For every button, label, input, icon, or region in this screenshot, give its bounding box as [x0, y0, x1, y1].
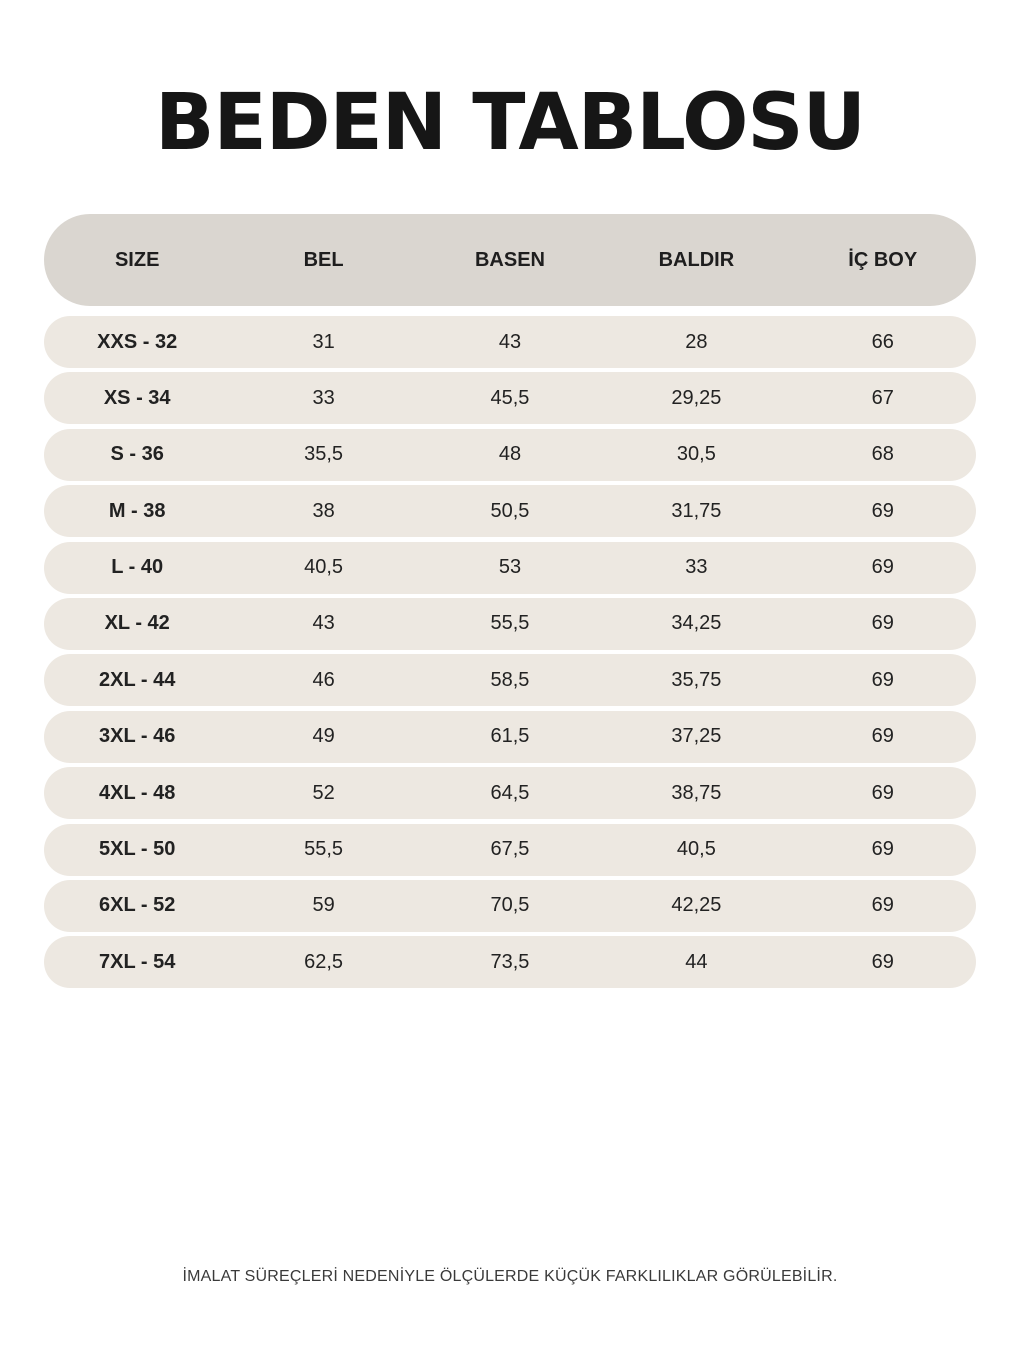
cell-ic-boy: 67 [871, 386, 894, 409]
cell-baldir: 31,75 [671, 499, 722, 522]
cell-ic-boy: 69 [871, 894, 894, 917]
cell-size: M - 38 [108, 499, 166, 522]
footnote: İMALAT SÜREÇLERİ NEDENİYLE ÖLÇÜLERDE KÜÇÜK FARKLILIKLAR GÖRÜLEBİLİR. [182, 1268, 838, 1285]
cell-bel: 40,5 [304, 556, 344, 579]
cell-size: XL - 42 [104, 612, 170, 635]
page-title: BEDEN TABLOSU [155, 78, 865, 168]
cell-size: S - 36 [110, 443, 164, 466]
table-row [44, 654, 976, 706]
cell-ic-boy: 69 [871, 499, 894, 522]
cell-ic-boy: 69 [871, 838, 894, 861]
cell-bel: 49 [312, 725, 335, 748]
cell-baldir: 42,25 [671, 894, 722, 917]
cell-baldir: 44 [685, 950, 708, 973]
table-body [44, 316, 976, 988]
size-table [44, 214, 976, 993]
column-header-baldir: BALDIR [658, 248, 735, 271]
cell-bel: 33 [312, 386, 335, 409]
cell-bel: 55,5 [304, 838, 344, 861]
cell-size: L - 40 [111, 556, 164, 579]
cell-baldir: 35,75 [671, 668, 722, 691]
cell-baldir: 37,25 [671, 725, 722, 748]
cell-bel: 31 [312, 330, 335, 353]
cell-baldir: 34,25 [671, 612, 722, 635]
table-header-row [44, 214, 976, 306]
cell-basen: 70,5 [490, 894, 530, 917]
table-row [44, 542, 976, 594]
cell-basen: 45,5 [490, 386, 530, 409]
cell-size: XXS - 32 [97, 330, 178, 353]
cell-basen: 58,5 [490, 668, 530, 691]
cell-bel: 38 [312, 499, 335, 522]
table-row [44, 598, 976, 650]
cell-basen: 73,5 [490, 950, 530, 973]
cell-basen: 43 [498, 330, 522, 353]
column-header-basen: BASEN [474, 248, 545, 271]
cell-ic-boy: 69 [871, 556, 894, 579]
column-header-size: SIZE [114, 248, 160, 271]
cell-ic-boy: 68 [871, 443, 894, 466]
cell-basen: 61,5 [490, 725, 530, 748]
cell-ic-boy: 69 [871, 725, 894, 748]
cell-basen: 48 [498, 443, 522, 466]
cell-baldir: 40,5 [676, 838, 716, 861]
cell-bel: 52 [312, 781, 335, 804]
cell-basen: 55,5 [490, 612, 530, 635]
cell-bel: 62,5 [304, 950, 344, 973]
table-row [44, 429, 976, 481]
cell-bel: 35,5 [304, 443, 344, 466]
cell-baldir: 30,5 [676, 443, 716, 466]
cell-bel: 59 [312, 894, 335, 917]
cell-baldir: 29,25 [671, 386, 722, 409]
cell-ic-boy: 69 [871, 668, 894, 691]
table-row [44, 824, 976, 876]
cell-bel: 46 [312, 668, 335, 691]
cell-size: 3XL - 46 [99, 725, 176, 748]
column-header-bel: BEL [303, 248, 344, 271]
cell-ic-boy: 69 [871, 612, 894, 635]
cell-bel: 43 [312, 612, 335, 635]
table-row [44, 316, 976, 368]
cell-ic-boy: 66 [871, 330, 894, 353]
table-row [44, 485, 976, 537]
cell-baldir: 38,75 [671, 781, 722, 804]
cell-size: 2XL - 44 [99, 668, 176, 691]
cell-size: 6XL - 52 [99, 894, 176, 917]
table-row [44, 372, 976, 424]
cell-size: 5XL - 50 [99, 838, 176, 861]
cell-ic-boy: 69 [871, 781, 894, 804]
cell-size: XS - 34 [103, 386, 171, 409]
table-row [44, 711, 976, 763]
table-row [44, 880, 976, 932]
cell-basen: 64,5 [490, 781, 530, 804]
table-row [44, 936, 976, 988]
table-row [44, 767, 976, 819]
cell-ic-boy: 69 [871, 950, 894, 973]
cell-baldir: 33 [685, 556, 708, 579]
cell-baldir: 28 [685, 330, 708, 353]
cell-basen: 67,5 [490, 838, 530, 861]
column-header-ic-boy: İÇ BOY [848, 248, 918, 271]
cell-size: 4XL - 48 [99, 781, 176, 804]
cell-basen: 53 [498, 556, 522, 579]
cell-basen: 50,5 [490, 499, 530, 522]
cell-size: 7XL - 54 [99, 950, 176, 973]
